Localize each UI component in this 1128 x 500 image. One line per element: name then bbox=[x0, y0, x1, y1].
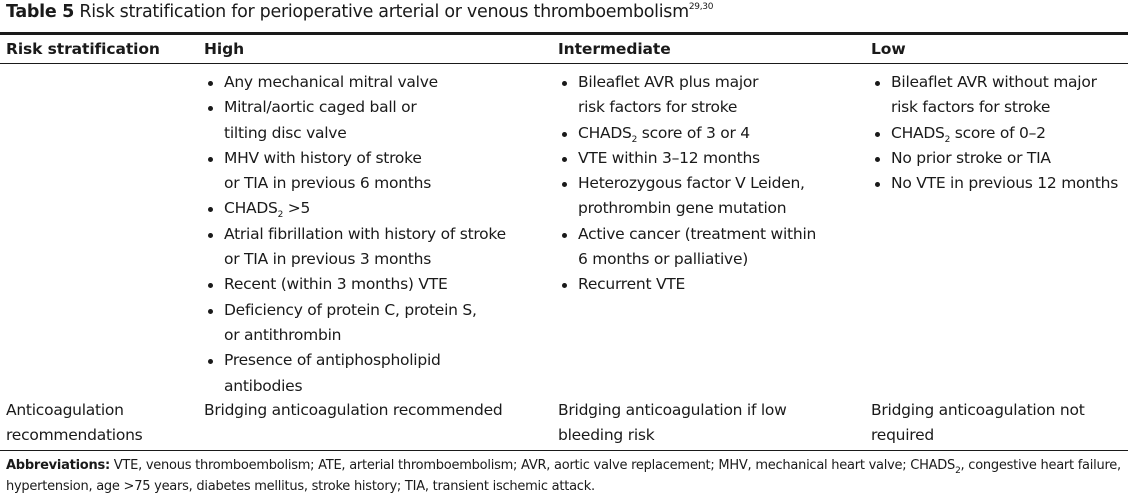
list-item bbox=[558, 171, 816, 222]
list-item-line: or TIA in previous 3 months bbox=[224, 250, 432, 269]
intermediate-risk-column bbox=[558, 70, 816, 298]
abbreviations-footnote bbox=[6, 456, 1124, 497]
list-item-line: Deficiency of protein C, protein S, bbox=[224, 300, 477, 319]
list-item-line: Presence of antiphospholipid bbox=[224, 351, 441, 370]
bottom-rule bbox=[0, 450, 1128, 451]
recommendation-low-line1: Bridging anticoagulation not bbox=[871, 401, 1085, 419]
abbreviations-text-2: , congestive heart failure, hypertension, age >75 years, diabetes mellitus, stroke history; TIA, transient ischemic attack. bbox=[6, 458, 1121, 494]
list-item bbox=[204, 272, 506, 297]
list-item bbox=[871, 121, 1118, 146]
recommendation-high-text: Bridging anticoagulation recommended bbox=[204, 401, 503, 419]
recommendation-high bbox=[204, 398, 503, 423]
list-item-line: or antithrombin bbox=[224, 325, 342, 344]
table-title-text: Risk stratification for perioperative arterial or venous thromboembolism bbox=[79, 2, 689, 22]
title-citation: 29,30 bbox=[688, 2, 714, 12]
list-item-line: Mitral/aortic caged ball or bbox=[224, 98, 417, 117]
recommendation-intermediate-line2: bleeding risk bbox=[558, 426, 655, 445]
list-item-line: risk factors for stroke bbox=[891, 98, 1051, 117]
list-item bbox=[871, 171, 1118, 196]
list-item-line: No VTE in previous 12 months bbox=[891, 174, 1119, 193]
list-item bbox=[558, 121, 816, 146]
list-item-line: risk factors for stroke bbox=[578, 98, 738, 117]
list-item-line: Atrial fibrillation with history of stroke bbox=[224, 224, 506, 243]
list-item bbox=[204, 222, 506, 273]
list-item bbox=[558, 272, 816, 297]
high-risk-list bbox=[204, 70, 506, 399]
chads-label: CHADS bbox=[891, 123, 945, 142]
list-item-line bbox=[578, 121, 816, 146]
list-item-line: Bileaflet AVR without major bbox=[891, 73, 1097, 91]
top-rule bbox=[0, 32, 1128, 35]
list-item-line: or TIA in previous 6 months bbox=[224, 174, 432, 193]
abbreviations-subscript: 2 bbox=[955, 466, 961, 476]
chads-subscript: 2 bbox=[944, 134, 951, 145]
chads-subscript: 2 bbox=[631, 134, 638, 145]
chads-subscript: 2 bbox=[277, 210, 284, 221]
list-item-line: Any mechanical mitral valve bbox=[224, 73, 438, 91]
list-item bbox=[204, 196, 506, 221]
header-risk-stratification: Risk stratification bbox=[6, 40, 160, 58]
recommendations-label-line1: Anticoagulation bbox=[6, 401, 124, 419]
chads-text: score of 0–2 bbox=[950, 123, 1046, 142]
high-risk-column bbox=[204, 70, 506, 399]
list-item bbox=[558, 70, 816, 121]
list-item-line: Active cancer (treatment within bbox=[578, 224, 817, 243]
list-item bbox=[871, 146, 1118, 171]
recommendation-low bbox=[871, 398, 1085, 449]
chads-label: CHADS bbox=[578, 123, 632, 142]
table-label: Table 5 bbox=[6, 2, 75, 22]
list-item bbox=[204, 146, 506, 197]
list-item bbox=[204, 348, 506, 399]
header-rule bbox=[0, 63, 1128, 64]
list-item-line bbox=[224, 196, 506, 221]
recommendation-low-line2: required bbox=[871, 426, 934, 445]
list-item-line: Heterozygous factor V Leiden, bbox=[578, 174, 805, 193]
abbreviations-text-1: VTE, venous thromboembolism; ATE, arterial thromboembolism; AVR, aortic valve replacement; MHV, mechanical heart valve; CHADS bbox=[109, 458, 956, 473]
list-item-line: Recent (within 3 months) VTE bbox=[224, 275, 448, 294]
list-item bbox=[204, 298, 506, 349]
list-item-line: VTE within 3–12 months bbox=[578, 148, 760, 167]
list-item-line bbox=[891, 121, 1118, 146]
list-item-line: Bileaflet AVR plus major bbox=[578, 73, 759, 91]
intermediate-risk-list bbox=[558, 70, 816, 298]
list-item-line: prothrombin gene mutation bbox=[578, 199, 787, 218]
header-high: High bbox=[204, 40, 245, 58]
list-item-line: tilting disc valve bbox=[224, 123, 347, 142]
list-item bbox=[871, 70, 1118, 121]
low-risk-column bbox=[871, 70, 1118, 196]
list-item-line: 6 months or palliative) bbox=[578, 250, 749, 269]
header-low: Low bbox=[871, 40, 906, 58]
abbreviations-label: Abbreviations: bbox=[6, 458, 110, 473]
chads-text: >5 bbox=[283, 199, 311, 218]
chads-text: score of 3 or 4 bbox=[637, 123, 750, 142]
recommendations-label bbox=[6, 398, 142, 449]
recommendations-label-line2: recommendations bbox=[6, 426, 143, 445]
recommendation-intermediate-line1: Bridging anticoagulation if low bbox=[558, 401, 787, 419]
list-item-line: antibodies bbox=[224, 376, 303, 395]
list-item bbox=[558, 222, 816, 273]
list-item-line: Recurrent VTE bbox=[578, 275, 686, 294]
recommendation-intermediate bbox=[558, 398, 787, 449]
table-title bbox=[6, 2, 713, 22]
list-item-line: No prior stroke or TIA bbox=[891, 148, 1051, 167]
list-item bbox=[558, 146, 816, 171]
list-item-line: MHV with history of stroke bbox=[224, 148, 422, 167]
low-risk-list bbox=[871, 70, 1118, 196]
list-item bbox=[204, 70, 506, 95]
list-item bbox=[204, 95, 506, 146]
chads-label: CHADS bbox=[224, 199, 278, 218]
header-intermediate: Intermediate bbox=[558, 40, 671, 58]
